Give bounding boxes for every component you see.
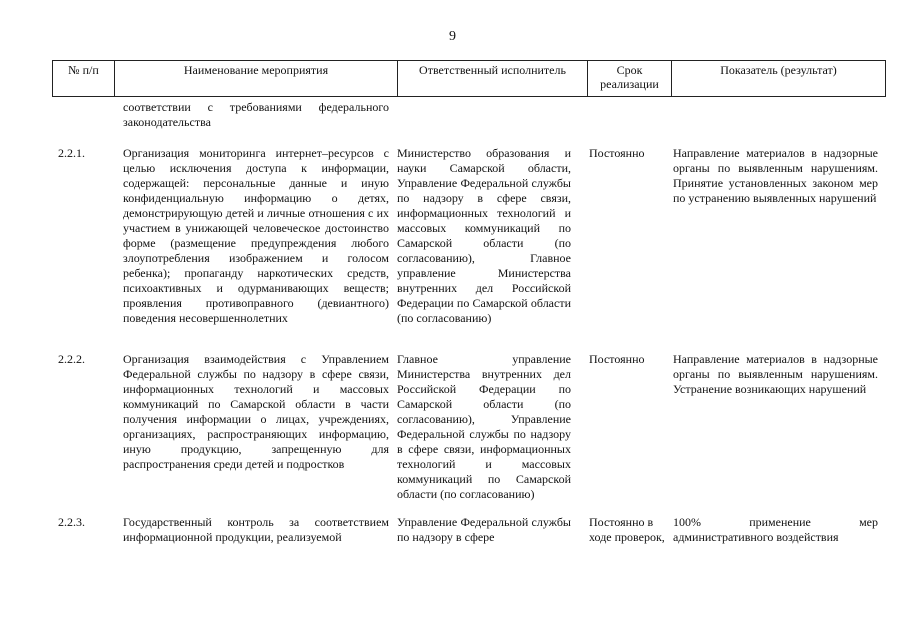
row-number: 2.2.2.: [58, 352, 85, 366]
row-event-name: Организация мониторинга интернет–ресурсов с целью исключения доступа к информации, содержащей: персональные данные и иную конфиденциальную информацию о детях, демонстрирующую детей и личные отношения с их участием в унижающей человеческое достоинство форме (размещение предупреждения любого злоупотребления изображением и голосом ребенка); пропаганду наркотических средств, психоактивных и одурманивающих веществ; проявления противоправного (девиантного) поведения несовершеннолетних: [123, 146, 389, 325]
page-number: 9: [449, 29, 456, 44]
header-col-responsible: Ответственный исполнитель: [398, 61, 588, 97]
row-event-name: Государственный контроль за соответствием информационной продукции, реализуемой: [123, 515, 389, 544]
table-header: [52, 60, 886, 97]
row-event-name: Организация взаимодействия с Управлением Федеральной службы по надзору в сфере связи, информационных технологий и массовых коммуникаций по Самарской области в части получения информации о лицах, учреждениях, организациях, распространяющих информацию, иную продукцию, запрещенную для распространения среди детей и подростков: [123, 352, 389, 471]
row-number: 2.2.1.: [58, 146, 85, 160]
header-col-result: Показатель (результат): [672, 61, 886, 97]
row-term: Постоянно: [589, 352, 645, 366]
row-term: Постоянно в ходе проверок,: [589, 515, 665, 544]
row-term: Постоянно: [589, 146, 645, 160]
continuation-text: соответствии с требованиями федерального законодательства: [123, 100, 389, 129]
row-result: 100% применение мер административного воздействия: [673, 515, 878, 544]
header-col-name: Наименование мероприятия: [115, 61, 398, 97]
row-number: 2.2.3.: [58, 515, 85, 529]
row-result: Направление материалов в надзорные органы по выявленным нарушениям. Устранение возникающих нарушений: [673, 352, 878, 396]
row-responsible: Главное управление Министерства внутренних дел Российской Федерации по Самарской области (по согласованию), Управление Федеральной службы по надзору в сфере связи, информационных технологий и массовых коммуникаций по Самарской области (по согласованию): [397, 352, 571, 501]
row-responsible: Министерство образования и науки Самарской области, Управление Федеральной службы по надзору в сфере связи, информационных технологий и массовых коммуникаций по Самарской области (по согласованию), Главное управление Министерства внутренних дел Российской Федерации по Самарской области (по согласованию): [397, 146, 571, 325]
row-result: Направление материалов в надзорные органы по выявленным нарушениям. Принятие установленных законом мер по устранению выявленных нарушений: [673, 146, 878, 205]
row-responsible: Управление Федеральной службы по надзору в сфере: [397, 515, 571, 544]
header-col-number: № п/п: [53, 61, 115, 97]
header-col-term: Срок реализации: [588, 61, 672, 97]
